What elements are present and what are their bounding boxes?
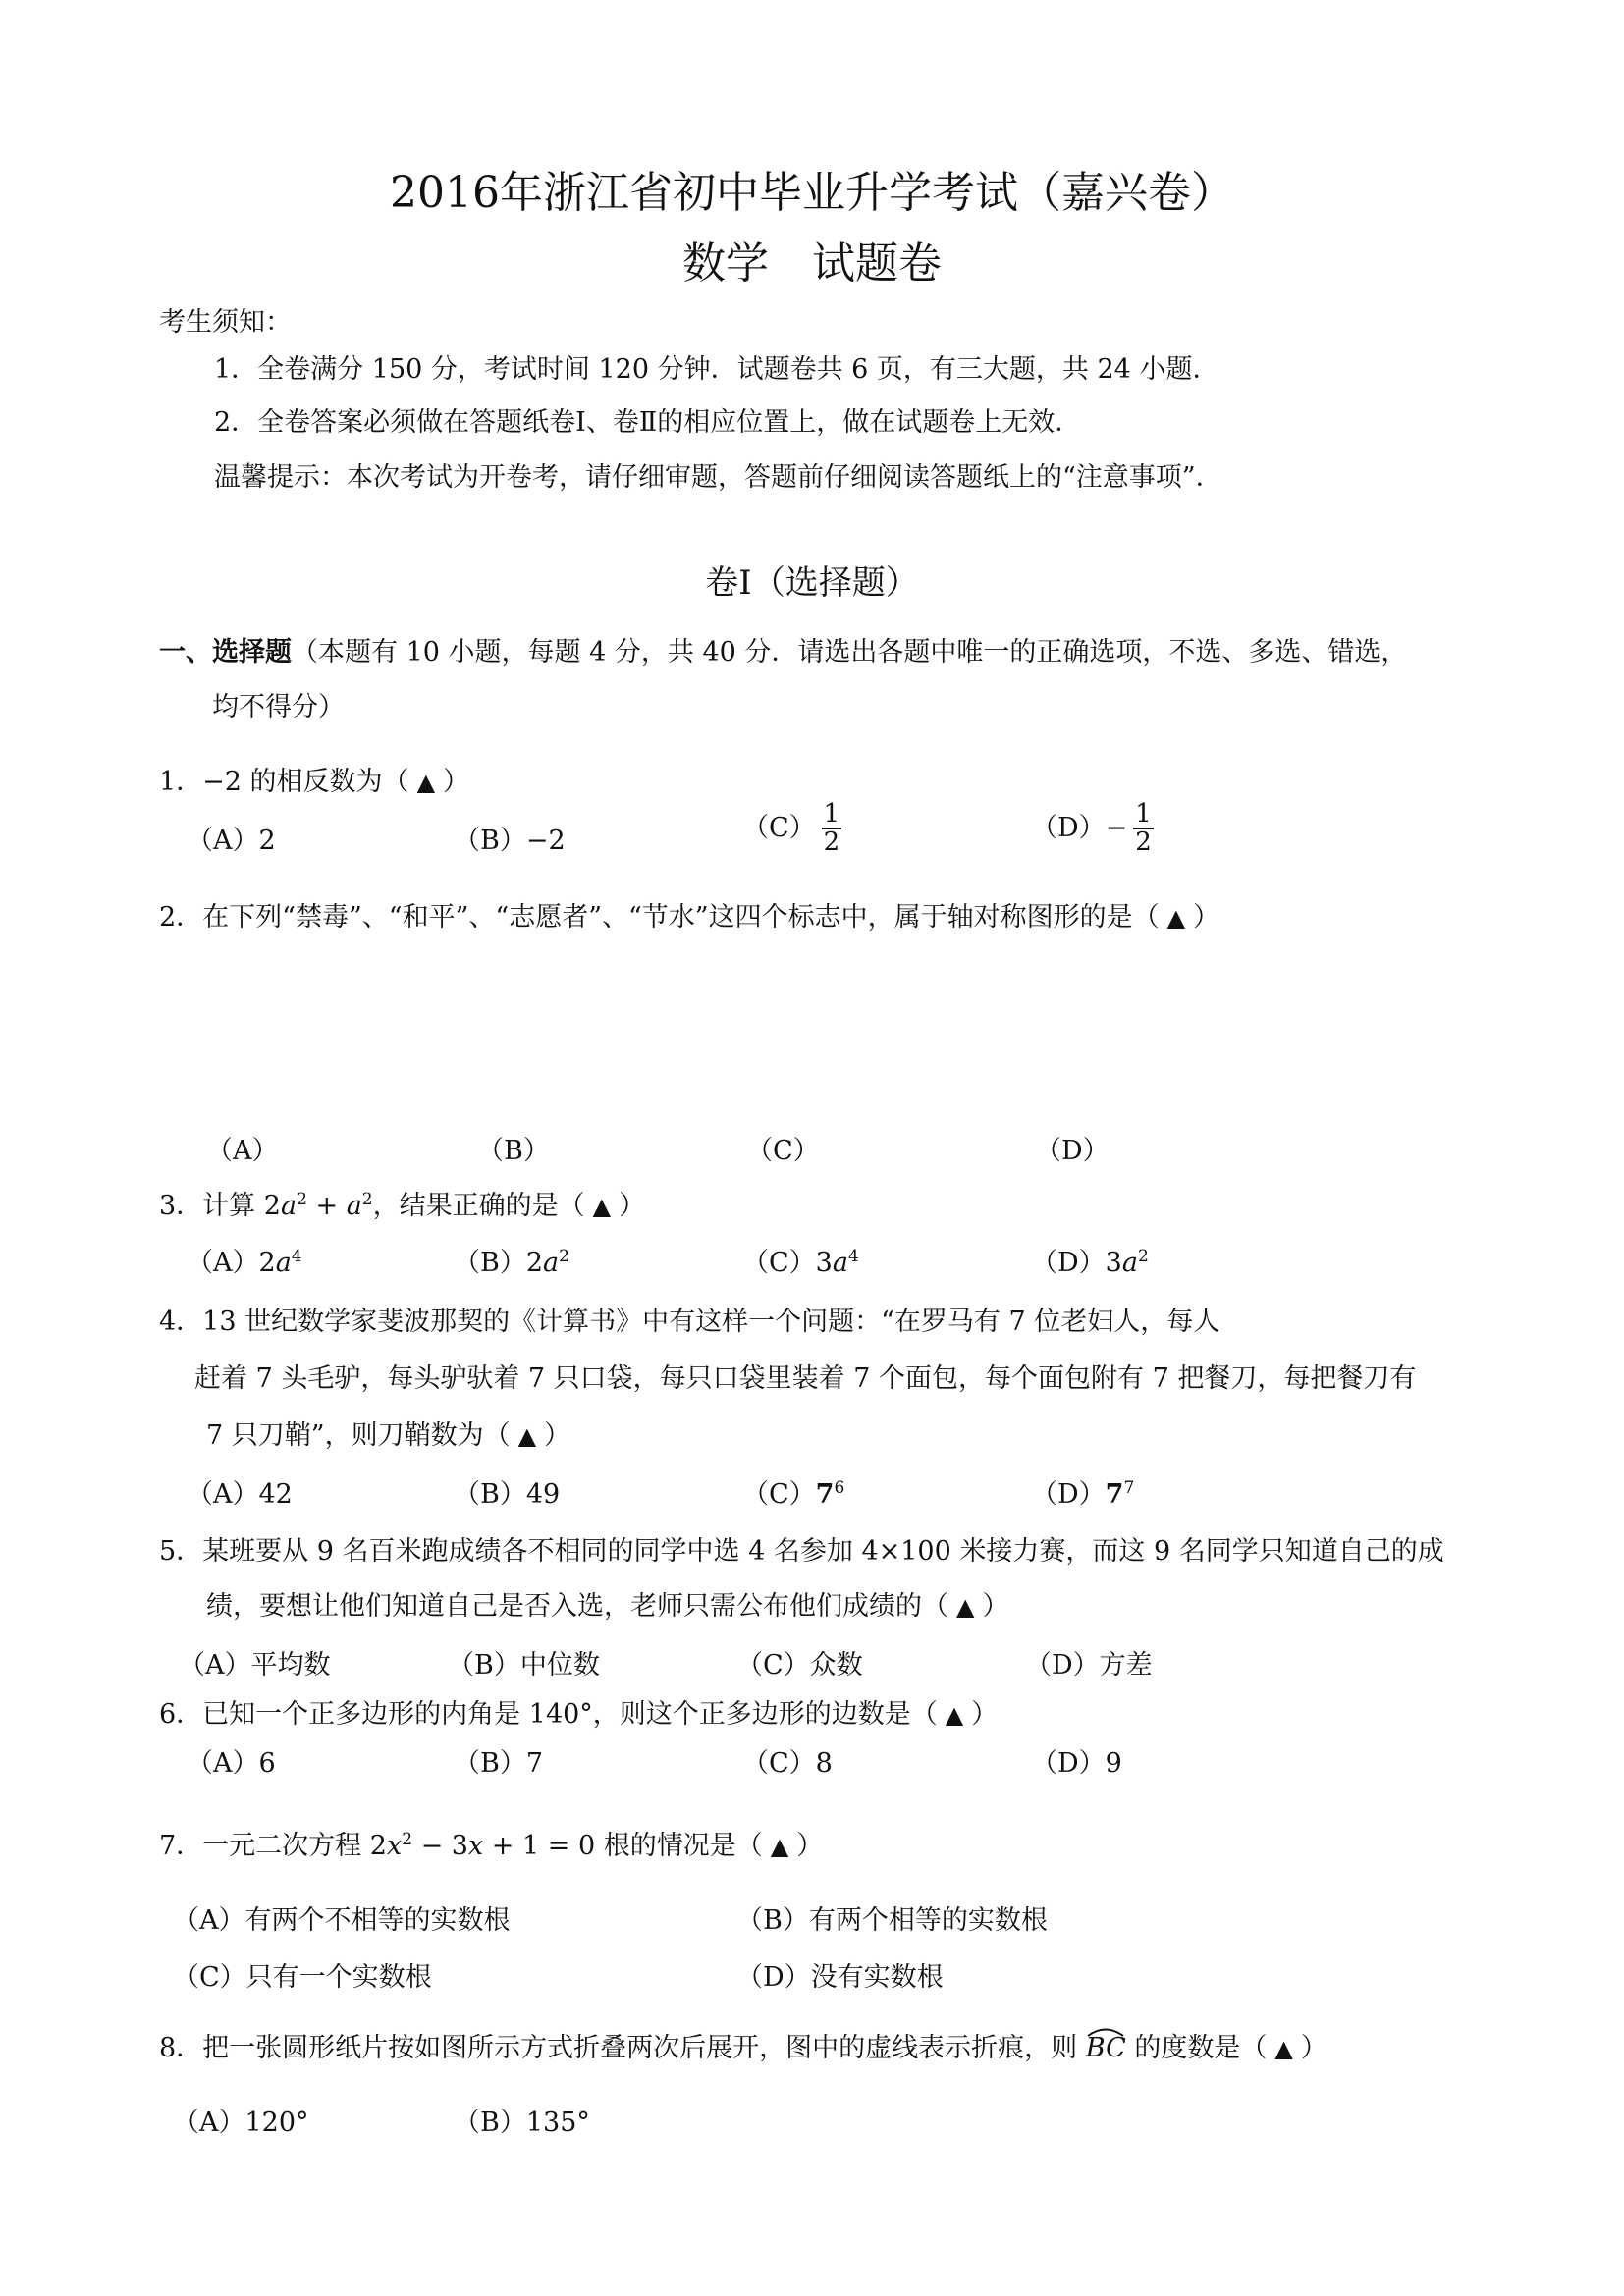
exam-title <box>0 157 1624 220</box>
opt-base: 7 <box>1105 1479 1124 1510</box>
opt-coef: 3 <box>815 1248 833 1278</box>
fraction-one-half <box>822 801 842 857</box>
title-text: 年浙江省初中毕业升学考试（嘉兴卷） <box>499 168 1234 218</box>
frac-den: 2 <box>823 828 840 858</box>
q4-option-d <box>1031 1472 1134 1511</box>
eq-rest1: − 3 <box>412 1831 468 1861</box>
q7-equation <box>370 1831 595 1861</box>
q1-option-d <box>1031 801 1154 857</box>
q6-option-b: （B）7 <box>454 1748 544 1779</box>
q2-option-c: （C） <box>746 1136 820 1166</box>
eq-var: x <box>467 1831 484 1861</box>
frac-num: 1 <box>823 799 840 828</box>
q5-option-b: （B）中位数 <box>448 1650 600 1681</box>
opt-label: （D） <box>1031 1479 1106 1510</box>
blank-triangle-icon: ▲ <box>517 1422 537 1450</box>
q7-stem-mid: 根的情况是（ <box>595 1831 763 1861</box>
q4-line3-text: 7 只刀鞘”，则刀鞘数为（ <box>206 1420 511 1451</box>
frac-den: 2 <box>1135 828 1152 858</box>
question-1-stem <box>159 760 469 798</box>
question-8-stem <box>159 2026 1327 2064</box>
opt-coef: 2 <box>258 1248 276 1278</box>
question-3-stem <box>159 1184 645 1222</box>
opt-coef: 3 <box>1105 1248 1122 1278</box>
opt-exp: 4 <box>291 1247 302 1266</box>
q3-stem-mid: ，结果正确的是（ <box>372 1191 585 1221</box>
q6-stem-close: ） <box>971 1699 999 1730</box>
expr-exp: 2 <box>361 1190 373 1209</box>
expr-var: a <box>280 1191 298 1221</box>
opt-coef: 2 <box>525 1248 544 1278</box>
section-heading-line2: 均不得分） <box>212 692 345 722</box>
q7-stem-text: 7．一元二次方程 <box>159 1831 370 1861</box>
arc-mark-icon <box>1086 2025 1125 2037</box>
opt-var: a <box>275 1248 292 1278</box>
q2-stem-text: 2．在下列“禁毒”、“和平”、“志愿者”、“节水”这四个标志中，属于轴对称图形的是（ <box>159 902 1160 933</box>
q3-option-b <box>454 1241 569 1279</box>
q8-stem-mid: 的度数是（ <box>1125 2033 1268 2063</box>
blank-triangle-icon: ▲ <box>592 1193 612 1220</box>
q1-option-b: （B）−2 <box>454 826 566 856</box>
q6-stem-text: 6．已知一个正多边形的内角是 140°，则这个正多边形的边数是（ <box>159 1699 938 1730</box>
blank-triangle-icon: ▲ <box>416 769 436 796</box>
q1-option-c-label: （C） <box>742 812 816 843</box>
blank-triangle-icon: ▲ <box>770 1833 789 1860</box>
question-2-stem <box>159 895 1219 934</box>
q2-option-b: （B） <box>477 1136 550 1166</box>
q7-option-d: （D）没有实数根 <box>736 1962 944 1993</box>
question-5-line2 <box>206 1584 1008 1623</box>
frac-num: 1 <box>1135 799 1152 828</box>
opt-exp: 4 <box>847 1247 859 1266</box>
q4-option-a: （A）42 <box>187 1479 293 1510</box>
q3-option-c <box>742 1241 859 1279</box>
opt-exp: 6 <box>834 1478 845 1498</box>
opt-base: 7 <box>815 1479 835 1510</box>
opt-label: （B） <box>454 1248 526 1278</box>
q4-option-b: （B）49 <box>454 1479 561 1510</box>
section-title: 卷Ⅰ（选择题） <box>705 563 919 603</box>
question-4-line2: 赶着 7 头毛驴，每头驴驮着 7 只口袋，每只口袋里装着 7 个面包，每个面包附有 7 把餐刀，每把餐刀有 <box>194 1363 1417 1394</box>
blank-triangle-icon: ▲ <box>1166 904 1186 932</box>
eq-var: x <box>386 1831 403 1861</box>
arc-bc <box>1086 2033 1126 2063</box>
q8-option-b: （B）135° <box>454 2108 590 2138</box>
q1-stem-text: 1．−2 的相反数为（ <box>159 767 409 797</box>
q1-option-d-label: （D）− <box>1031 812 1128 843</box>
expr-plus: + <box>306 1191 347 1221</box>
q2-stem-close: ） <box>1193 902 1220 933</box>
opt-label: （A） <box>187 1248 259 1278</box>
q5-option-d: （D）方差 <box>1025 1650 1153 1681</box>
q8-stem-text: 8．把一张圆形纸片按如图所示方式折叠两次后展开，图中的虚线表示折痕，则 <box>159 2033 1086 2063</box>
expr-exp: 2 <box>297 1190 307 1209</box>
title-year: 2016 <box>390 168 500 218</box>
q8-stem-close: ） <box>1300 2033 1327 2063</box>
opt-var: a <box>1121 1248 1138 1278</box>
eq-rest2: + 1 = 0 <box>483 1831 596 1861</box>
q3-option-d <box>1031 1241 1149 1279</box>
eq-exp: 2 <box>402 1830 413 1849</box>
q3-option-a <box>187 1241 302 1279</box>
question-4-line3 <box>206 1414 570 1452</box>
section-heading-bold: 一、选择题 <box>159 637 292 667</box>
blank-triangle-icon: ▲ <box>956 1593 975 1621</box>
q6-option-c: （C）8 <box>742 1748 833 1779</box>
q5-line2-text: 绩，要想让他们知道自己是否入选，老师只需公布他们成绩的（ <box>206 1591 948 1622</box>
opt-exp: 2 <box>559 1247 569 1266</box>
opt-var: a <box>832 1248 848 1278</box>
question-6-stem <box>159 1692 998 1731</box>
section-heading <box>159 630 1407 668</box>
opt-exp: 7 <box>1123 1478 1135 1498</box>
notice-item-1: 1．全卷满分 150 分，考试时间 120 分钟．试题卷共 6 页，有三大题，共 24 小题． <box>214 354 1219 385</box>
blank-triangle-icon: ▲ <box>945 1701 964 1729</box>
q7-option-b: （B）有两个相等的实数根 <box>736 1905 1048 1936</box>
exam-subtitle: 数学 试题卷 <box>682 239 942 289</box>
q6-option-a: （A）6 <box>187 1748 276 1779</box>
q5-line2-close: ） <box>982 1591 1009 1622</box>
q1-stem-close: ） <box>443 767 470 797</box>
question-7-stem <box>159 1824 823 1862</box>
q1-option-c <box>742 801 841 857</box>
q7-stem-close: ） <box>796 1831 824 1861</box>
q3-stem-text: 3．计算 <box>159 1191 264 1221</box>
notice-item-2: 2．全卷答案必须做在答题纸卷Ⅰ、卷Ⅱ的相应位置上，做在试题卷上无效． <box>214 407 1082 438</box>
q8-option-a: （A）120° <box>173 2108 309 2138</box>
q5-option-c: （C）众数 <box>736 1650 863 1681</box>
question-4-line1: 4．13 世纪数学家斐波那契的《计算书》中有这样一个问题：“在罗马有 7 位老妇人，每人 <box>159 1307 1220 1337</box>
q7-option-a: （A）有两个不相等的实数根 <box>173 1905 511 1936</box>
q6-option-d: （D）9 <box>1031 1748 1122 1779</box>
q1-option-a: （A）2 <box>187 826 276 856</box>
opt-label: （C） <box>742 1479 816 1510</box>
q3-stem-close: ） <box>619 1191 646 1221</box>
expr-var: a <box>346 1191 362 1221</box>
opt-exp: 2 <box>1137 1247 1149 1266</box>
blank-triangle-icon: ▲ <box>1274 2035 1293 2062</box>
q2-option-d: （D） <box>1035 1136 1110 1166</box>
eq-coef: 2 <box>369 1831 387 1861</box>
opt-label: （C） <box>742 1248 816 1278</box>
opt-label: （D） <box>1031 1248 1106 1278</box>
arc-label: BC <box>1085 2033 1126 2063</box>
expr-coef: 2 <box>263 1191 281 1221</box>
q5-option-a: （A）平均数 <box>179 1650 331 1681</box>
q3-expression <box>264 1191 373 1221</box>
notice-tip: 温馨提示：本次考试为开卷考，请仔细审题，答题前仔细阅读答题纸上的“注意事项”． <box>214 462 1222 493</box>
q4-line3-close: ） <box>544 1420 571 1451</box>
opt-var: a <box>543 1248 560 1278</box>
fraction-neg-one-half <box>1133 801 1154 857</box>
notice-heading: 考生须知： <box>159 307 292 338</box>
q7-option-c: （C）只有一个实数根 <box>173 1962 432 1993</box>
q2-option-a: （A） <box>206 1136 279 1166</box>
q4-option-c <box>742 1472 844 1511</box>
question-5-line1: 5．某班要从 9 名百米跑成绩各不相同的同学中选 4 名参加 4×100 米接力赛，而这 9 名同学只知道自己的成 <box>159 1536 1444 1567</box>
section-heading-line1: （本题有 10 小题，每题 4 分，共 40 分．请选出各题中唯一的正确选项，不选、多选、错选， <box>292 637 1408 667</box>
